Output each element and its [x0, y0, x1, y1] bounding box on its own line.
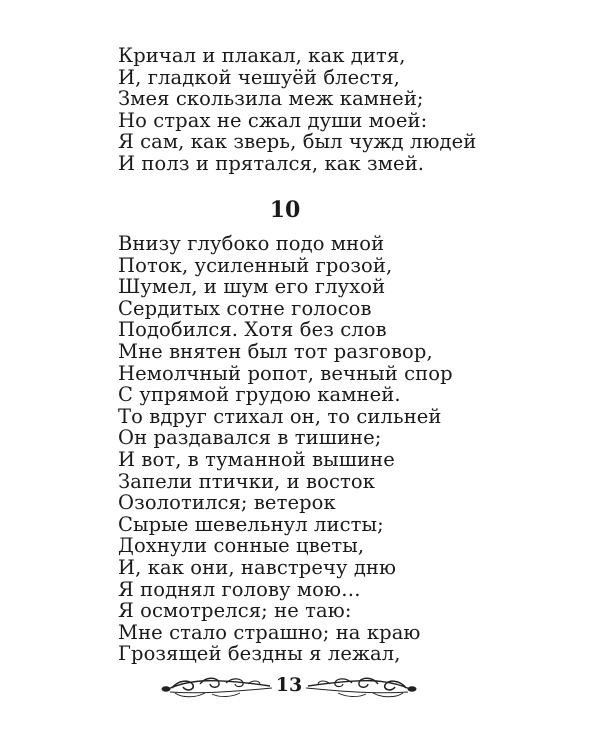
verse-line: То вдруг стихал он, то сильней: [118, 404, 442, 428]
verse-line: Кричал и плакал, как дитя,: [118, 44, 406, 67]
stanza-main: [118, 233, 453, 665]
verse-line: И вот, в туманной вышине: [118, 447, 395, 471]
verse-line: Я поднял голову мою…: [118, 577, 361, 601]
verse-line: И полз и прятался, как змей.: [118, 151, 425, 175]
verse-line: Мне внятен был тот разговор,: [118, 339, 433, 363]
verse-line: Он раздавался в тишине;: [118, 426, 382, 450]
verse-line: Дохнули сонные цветы,: [118, 534, 365, 558]
verse-line: Мне стало страшно; на краю: [118, 620, 421, 644]
verse-line: И, как они, навстречу дню: [118, 555, 397, 579]
verse-line: Сырые шевельнул листы;: [118, 512, 384, 536]
verse-line: Я осмотрелся; не таю:: [118, 599, 352, 623]
verse-line: Внизу глубоко подо мной: [118, 232, 385, 255]
verse-line: Грозящей бездны я лежал,: [118, 642, 401, 666]
verse-line: Сердитых сотне голосов: [118, 296, 372, 320]
verse-line: Подобился. Хотя без слов: [118, 318, 387, 342]
verse-line: Змея скользила меж камней;: [118, 87, 424, 111]
verse-line: Немолчный ропот, вечный спор: [118, 361, 453, 385]
page-number: 13: [275, 674, 303, 696]
verse-line: С упрямой грудою камней.: [118, 383, 401, 407]
verse-line: Шумел, и шум его глухой: [118, 275, 386, 299]
verse-line: И, гладкой чешуёй блестя,: [118, 65, 400, 89]
verse-line: Я сам, как зверь, был чужд людей: [118, 130, 477, 154]
page-footer: [0, 670, 570, 702]
verse-line: Озолотился; ветерок: [118, 491, 336, 515]
verse-line: Запели птички, и восток: [118, 469, 375, 493]
verse-line: Но страх не сжал души моей:: [118, 108, 428, 132]
section-number: 10: [269, 197, 301, 223]
verse-line: Поток, усиленный грозой,: [118, 253, 393, 277]
stanza-top: [118, 45, 476, 175]
